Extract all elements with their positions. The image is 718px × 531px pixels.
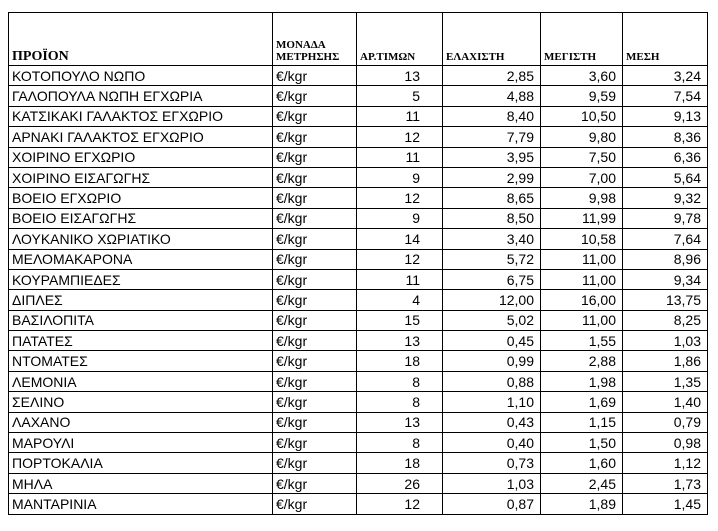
cell-product: ΠΑΤΑΤΕΣ [9,331,273,351]
cell-unit: €/kgr [273,331,357,351]
table-row [9,412,708,432]
cell-product: ΑΡΝΑΚΙ ΓΑΛΑΚΤΟΣ ΕΓΧΩΡΙΟ [9,127,273,147]
cell-max: 9,59 [541,86,623,106]
cell-count: 12 [357,494,443,514]
cell-min: 0,43 [443,412,541,432]
cell-unit: €/kgr [273,66,357,86]
cell-unit: €/kgr [273,269,357,289]
cell-min: 0,87 [443,494,541,514]
cell-unit: €/kgr [273,412,357,432]
cell-avg: 3,24 [623,66,708,86]
cell-product: ΠΟΡΤΟΚΑΛΙΑ [9,453,273,473]
cell-min: 6,75 [443,269,541,289]
cell-min: 12,00 [443,290,541,310]
cell-max: 1,50 [541,433,623,453]
cell-unit: €/kgr [273,392,357,412]
cell-count: 18 [357,453,443,473]
table-row [9,371,708,391]
cell-count: 11 [357,147,443,167]
cell-count: 12 [357,188,443,208]
cell-count: 11 [357,106,443,126]
cell-count: 12 [357,249,443,269]
cell-max: 7,00 [541,167,623,187]
cell-min: 3,40 [443,229,541,249]
cell-unit: €/kgr [273,147,357,167]
table-row [9,188,708,208]
cell-min: 1,03 [443,473,541,493]
cell-min: 3,95 [443,147,541,167]
cell-unit: €/kgr [273,208,357,228]
cell-unit: €/kgr [273,188,357,208]
cell-avg: 7,54 [623,86,708,106]
cell-product: ΛΟΥΚΑΝΙΚΟ ΧΩΡΙΑΤΙΚΟ [9,229,273,249]
cell-max: 11,99 [541,208,623,228]
cell-unit: €/kgr [273,433,357,453]
cell-avg: 9,13 [623,106,708,126]
cell-min: 8,40 [443,106,541,126]
cell-min: 7,79 [443,127,541,147]
price-table [8,12,708,515]
table-row [9,269,708,289]
cell-unit: €/kgr [273,473,357,493]
cell-count: 8 [357,433,443,453]
cell-avg: 8,36 [623,127,708,147]
cell-max: 2,45 [541,473,623,493]
cell-max: 11,00 [541,310,623,330]
cell-product: ΛΕΜΟΝΙΑ [9,371,273,391]
cell-unit: €/kgr [273,371,357,391]
cell-product: ΔΙΠΛΕΣ [9,290,273,310]
table-body [9,66,708,515]
table-row [9,167,708,187]
table-row [9,106,708,126]
cell-avg: 1,86 [623,351,708,371]
cell-unit: €/kgr [273,167,357,187]
cell-max: 1,89 [541,494,623,514]
cell-unit: €/kgr [273,86,357,106]
cell-min: 4,88 [443,86,541,106]
cell-unit: €/kgr [273,310,357,330]
cell-count: 14 [357,229,443,249]
cell-min: 0,88 [443,371,541,391]
cell-min: 0,99 [443,351,541,371]
cell-min: 5,72 [443,249,541,269]
cell-avg: 8,96 [623,249,708,269]
cell-count: 4 [357,290,443,310]
cell-unit: €/kgr [273,127,357,147]
cell-count: 26 [357,473,443,493]
cell-count: 9 [357,167,443,187]
cell-max: 9,98 [541,188,623,208]
cell-product: ΧΟΙΡΙΝΟ ΕΙΣΑΓΩΓΗΣ [9,167,273,187]
header-product: ΠΡΟΪΟΝ [9,13,273,66]
header-avg: ΜΕΣΗ [623,13,708,66]
cell-unit: €/kgr [273,229,357,249]
cell-avg: 1,45 [623,494,708,514]
cell-count: 11 [357,269,443,289]
header-max: ΜΕΓΙΣΤΗ [541,13,623,66]
cell-max: 1,15 [541,412,623,432]
cell-max: 10,58 [541,229,623,249]
cell-count: 8 [357,392,443,412]
cell-max: 3,60 [541,66,623,86]
cell-min: 8,50 [443,208,541,228]
table-row [9,453,708,473]
cell-min: 2,85 [443,66,541,86]
cell-product: ΚΟΤΟΠΟΥΛΟ ΝΩΠΟ [9,66,273,86]
cell-unit: €/kgr [273,453,357,473]
table-row [9,66,708,86]
cell-avg: 13,75 [623,290,708,310]
cell-product: ΜΑΡΟΥΛΙ [9,433,273,453]
cell-avg: 1,12 [623,453,708,473]
cell-max: 1,98 [541,371,623,391]
cell-count: 13 [357,331,443,351]
cell-unit: €/kgr [273,494,357,514]
table-row [9,433,708,453]
cell-max: 11,00 [541,249,623,269]
header-min: ΕΛΑΧΙΣΤΗ [443,13,541,66]
cell-min: 0,40 [443,433,541,453]
cell-max: 1,69 [541,392,623,412]
cell-avg: 9,32 [623,188,708,208]
cell-min: 0,73 [443,453,541,473]
cell-product: ΝΤΟΜΑΤΕΣ [9,351,273,371]
cell-max: 1,60 [541,453,623,473]
cell-unit: €/kgr [273,249,357,269]
cell-product: ΜΑΝΤΑΡΙΝΙΑ [9,494,273,514]
cell-avg: 8,25 [623,310,708,330]
cell-product: ΛΑΧΑΝΟ [9,412,273,432]
cell-count: 15 [357,310,443,330]
header-unit: ΜΟΝΑΔΑ ΜΕΤΡΗΣΗΣ [273,13,357,66]
cell-product: ΜΕΛΟΜΑΚΑΡΟΝΑ [9,249,273,269]
table-row [9,473,708,493]
cell-max: 9,80 [541,127,623,147]
cell-avg: 5,64 [623,167,708,187]
cell-min: 2,99 [443,167,541,187]
cell-avg: 6,36 [623,147,708,167]
cell-product: ΣΕΛΙΝΟ [9,392,273,412]
cell-max: 16,00 [541,290,623,310]
cell-avg: 0,98 [623,433,708,453]
table-row [9,392,708,412]
cell-product: ΒΟΕΙΟ ΕΙΣΑΓΩΓΗΣ [9,208,273,228]
cell-product: ΧΟΙΡΙΝΟ ΕΓΧΩΡΙΟ [9,147,273,167]
table-row [9,208,708,228]
header-count: ΑΡ.ΤΙΜΩΝ [357,13,443,66]
cell-min: 0,45 [443,331,541,351]
table-row [9,310,708,330]
cell-product: ΒΟΕΙΟ ΕΓΧΩΡΙΟ [9,188,273,208]
cell-count: 18 [357,351,443,371]
table-row [9,331,708,351]
cell-avg: 9,34 [623,269,708,289]
cell-avg: 9,78 [623,208,708,228]
cell-avg: 0,79 [623,412,708,432]
cell-min: 8,65 [443,188,541,208]
cell-product: ΚΑΤΣΙΚΑΚΙ ΓΑΛΑΚΤΟΣ ΕΓΧΩΡΙΟ [9,106,273,126]
cell-product: ΚΟΥΡΑΜΠΙΕΔΕΣ [9,269,273,289]
table-row [9,86,708,106]
cell-avg: 1,35 [623,371,708,391]
cell-max: 10,50 [541,106,623,126]
table-row [9,351,708,371]
cell-avg: 1,40 [623,392,708,412]
cell-min: 5,02 [443,310,541,330]
cell-unit: €/kgr [273,290,357,310]
cell-min: 1,10 [443,392,541,412]
table-row [9,147,708,167]
header-row [9,13,708,66]
table-row [9,127,708,147]
cell-product: ΓΑΛΟΠΟΥΛΑ ΝΩΠΗ ΕΓΧΩΡΙΑ [9,86,273,106]
table-row [9,249,708,269]
cell-count: 5 [357,86,443,106]
table-row [9,494,708,514]
cell-count: 9 [357,208,443,228]
cell-product: ΒΑΣΙΛΟΠΙΤΑ [9,310,273,330]
cell-count: 8 [357,371,443,391]
table-row [9,290,708,310]
cell-max: 2,88 [541,351,623,371]
table-row [9,229,708,249]
cell-unit: €/kgr [273,351,357,371]
cell-avg: 1,73 [623,473,708,493]
cell-max: 7,50 [541,147,623,167]
cell-max: 11,00 [541,269,623,289]
cell-max: 1,55 [541,331,623,351]
cell-product: ΜΗΛΑ [9,473,273,493]
cell-avg: 7,64 [623,229,708,249]
cell-count: 12 [357,127,443,147]
cell-avg: 1,03 [623,331,708,351]
cell-count: 13 [357,66,443,86]
cell-count: 13 [357,412,443,432]
cell-unit: €/kgr [273,106,357,126]
table-header [9,13,708,66]
